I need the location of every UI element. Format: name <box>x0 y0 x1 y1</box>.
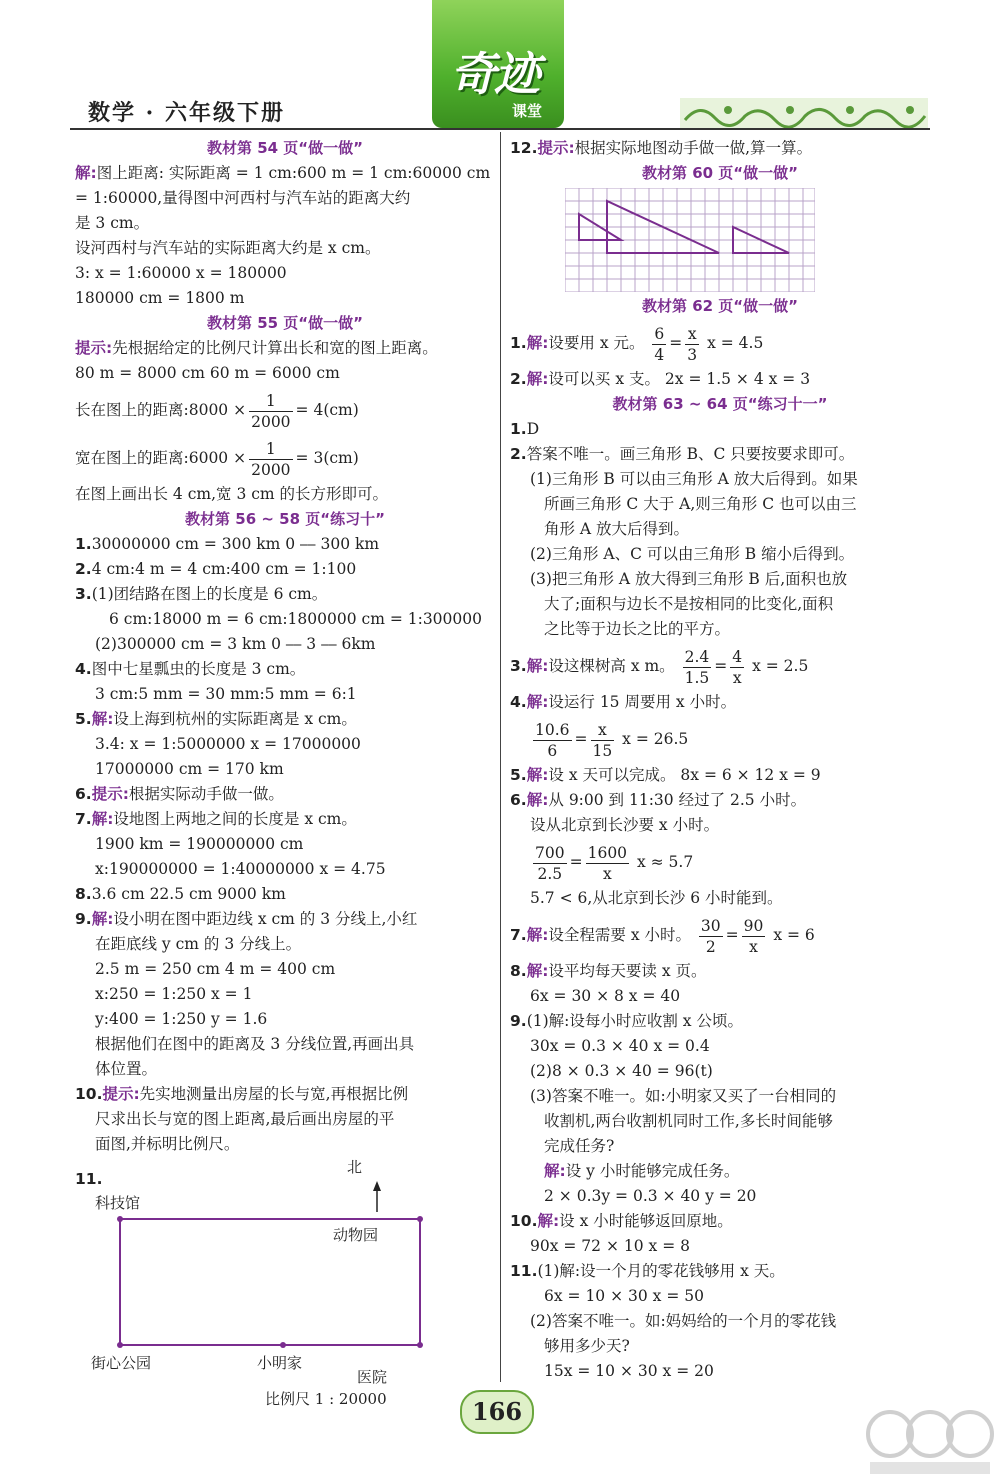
item-number: 10. <box>75 1085 103 1103</box>
fraction-right-denominator: 15 <box>592 741 613 760</box>
item-number: 4. <box>75 660 92 678</box>
equation-line <box>75 386 495 434</box>
equation-result: x ≈ 5.7 <box>632 853 694 871</box>
text-line <box>510 1184 930 1209</box>
equation-line <box>510 319 930 367</box>
text-line <box>75 807 495 832</box>
text-line <box>75 982 495 1007</box>
keyword-label: 提示: <box>537 139 575 157</box>
line-text: 5.7 < 6,从北京到长沙 6 小时能到。 <box>530 889 783 907</box>
item-number: 7. <box>75 810 92 828</box>
fraction-right <box>730 647 744 688</box>
item-number: 3. <box>510 657 527 675</box>
map-science-museum-label: 科技馆 <box>95 1194 141 1212</box>
item-number: 10. <box>510 1212 538 1230</box>
line-text: 之比等于边长之比的平方。 <box>544 620 731 638</box>
text-line <box>510 1259 930 1284</box>
map-north-label: 北 <box>347 1158 363 1176</box>
line-text: 图中七星瓢虫的长度是 3 cm。 <box>91 660 306 678</box>
section-heading: 教材第 56 ~ 58 页“练习十” <box>185 510 385 528</box>
line-text: 在图上画出长 4 cm,宽 3 cm 的长方形即可。 <box>75 485 389 503</box>
fraction <box>249 439 292 480</box>
line-text: (2)300000 cm = 3 km 0 ⎯⎯ 3 ⎯⎯ 6km <box>95 635 376 653</box>
text-line <box>75 1082 495 1107</box>
equation-result: = 4(cm) <box>295 401 359 419</box>
line-text: (3)把三角形 A 放大得到三角形 B 后,面积也放 <box>530 570 848 588</box>
text-line <box>75 1007 495 1032</box>
line-text: 设可以买 x 支。 2x = 1.5 × 4 x = 3 <box>548 370 811 388</box>
line-text: 3 cm:5 mm = 30 mm:5 mm = 6:1 <box>95 685 357 703</box>
line-text: 设从北京到长沙要 x 小时。 <box>530 816 720 834</box>
keyword-label: 解: <box>526 334 549 352</box>
text-line <box>75 161 495 186</box>
text-line <box>75 582 495 607</box>
text-line <box>75 1057 495 1082</box>
equals-sign: = <box>714 657 728 675</box>
fraction-numerator: 1 <box>249 391 292 412</box>
line-text: 6 cm:18000 m = 6 cm:1800000 cm = 1:300000 <box>109 610 482 628</box>
text-line <box>75 657 495 682</box>
equals-sign: = <box>725 926 739 944</box>
fraction-denominator: 6 <box>547 741 558 760</box>
right-column <box>510 136 930 1384</box>
text-line <box>510 788 930 813</box>
fraction-right-numerator: 90 <box>743 916 764 935</box>
keyword-label: 解: <box>91 810 114 828</box>
line-text: 设上海到杭州的实际距离是 x cm。 <box>113 710 357 728</box>
equals-sign: = <box>669 334 683 352</box>
keyword-label: 解: <box>526 693 549 711</box>
triangle-grid-figure <box>510 186 930 294</box>
item-number: 12. <box>510 139 538 157</box>
line-text: 设 y 小时能够完成任务。 <box>565 1162 740 1180</box>
line-text: 设河西村与汽车站的实际距离大约是 x cm。 <box>75 239 381 257</box>
line-text: 体位置。 <box>95 1060 158 1078</box>
keyword-label: 解: <box>526 962 549 980</box>
keyword-label: 解: <box>75 164 97 182</box>
text-line <box>75 957 495 982</box>
line-text: 答案不唯一。画三角形 B、C 只要按要求即可。 <box>526 445 855 463</box>
item-number: 1. <box>510 420 527 438</box>
item-number: 9. <box>510 1012 527 1030</box>
equation-result: x = 2.5 <box>747 657 809 675</box>
text-line <box>75 336 495 361</box>
line-text: 根据实际动手做一做。 <box>128 785 284 803</box>
item-number: 1. <box>510 334 527 352</box>
equation-line <box>510 642 930 690</box>
line-text: 3: x = 1:60000 x = 180000 <box>75 264 287 282</box>
map-park-label: 街心公园 <box>91 1354 152 1372</box>
text-line <box>510 1284 930 1309</box>
line-text: 完成任务? <box>544 1137 615 1155</box>
text-line <box>510 1234 930 1259</box>
text-line <box>75 857 495 882</box>
fraction <box>652 324 666 365</box>
text-line <box>75 557 495 582</box>
fraction <box>699 916 723 957</box>
line-text: 6x = 10 × 30 x = 50 <box>544 1287 704 1305</box>
left-column <box>75 136 495 1407</box>
line-text: 从 9:00 到 11:30 经过了 2.5 小时。 <box>548 791 807 809</box>
fraction-denominator: 4 <box>654 345 665 364</box>
fraction-right-denominator: 3 <box>687 345 698 364</box>
line-text: 6x = 30 × 8 x = 40 <box>530 987 681 1005</box>
line-text: 80 m = 8000 cm 60 m = 6000 cm <box>75 364 340 382</box>
text-line <box>75 532 495 557</box>
line-text: 是 3 cm。 <box>75 214 150 232</box>
decorative-band <box>680 98 928 128</box>
text-line <box>510 1134 930 1159</box>
text-line <box>510 763 930 788</box>
map-scale-label: 比例尺 1 : 20000 <box>265 1390 387 1408</box>
fraction-right <box>742 916 766 957</box>
line-text: 角形 A 放大后得到。 <box>544 520 690 538</box>
line-text: (1)解:设每小时应收割 x 公顷。 <box>526 1012 743 1030</box>
text-line <box>75 482 495 507</box>
text-line <box>510 542 930 567</box>
keyword-label: 解: <box>526 657 549 675</box>
text-line <box>510 367 930 392</box>
line-text: 2.5 m = 250 cm 4 m = 400 cm <box>95 960 336 978</box>
text-line <box>510 136 930 161</box>
line-text: 1900 km = 190000000 cm <box>95 835 304 853</box>
text-line <box>75 832 495 857</box>
fraction-numerator: 1 <box>249 439 292 460</box>
text-line <box>75 1107 495 1132</box>
keyword-label: 解: <box>526 766 549 784</box>
line-text: 图上距离: 实际距离 = 1 cm:600 m = 1 cm:60000 cm <box>96 164 491 182</box>
logo-text: 奇迹 <box>450 47 538 101</box>
line-text: 收割机,两台收割机同时工作,多长时间能够 <box>544 1112 833 1130</box>
text-line <box>75 1032 495 1057</box>
map-home-label: 小明家 <box>257 1354 303 1372</box>
item-number: 7. <box>510 926 527 944</box>
line-text: 17000000 cm = 170 km <box>95 760 284 778</box>
keyword-label: 解: <box>544 1162 566 1180</box>
text-line <box>510 1159 930 1184</box>
equation-prefix: 宽在图上的距离:6000 × <box>75 449 247 467</box>
fraction-denominator: 2000 <box>251 460 291 479</box>
line-text: 大了;面积与边长不是按相同的比变化,面积 <box>544 595 834 613</box>
fraction-right-numerator: 1600 <box>587 843 628 862</box>
text-line <box>75 211 495 236</box>
text-line <box>510 1034 930 1059</box>
equals-sign: = <box>569 853 583 871</box>
column-divider <box>500 132 501 1382</box>
text-line <box>75 907 495 932</box>
fraction-right <box>685 324 699 365</box>
equation-result: = 3(cm) <box>295 449 359 467</box>
map-hospital-label: 医院 <box>357 1368 388 1386</box>
equation-result: x = 6 <box>768 926 815 944</box>
line-text: 根据他们在图中的距离及 3 分线位置,再画出具 <box>95 1035 415 1053</box>
item-number: 5. <box>510 766 527 784</box>
fraction-numerator: 10.6 <box>535 720 570 739</box>
line-text: 180000 cm = 1800 m <box>75 289 245 307</box>
text-line <box>510 1084 930 1109</box>
text-line <box>510 886 930 911</box>
equation-line <box>510 838 930 886</box>
keyword-label: 解: <box>526 926 549 944</box>
fraction-right-numerator: x <box>685 324 699 345</box>
text-line <box>75 757 495 782</box>
keyword-label: 解: <box>91 910 114 928</box>
line-text: 30000000 cm = 300 km 0 ⎯⎯ 300 km <box>91 535 380 553</box>
map-zoo-label: 动物园 <box>333 1226 379 1244</box>
line-text: 2 × 0.3y = 0.3 × 40 y = 20 <box>544 1187 757 1205</box>
text-line <box>75 932 495 957</box>
header-rule <box>70 128 930 130</box>
fraction <box>249 391 292 432</box>
keyword-label: 提示: <box>91 785 129 803</box>
line-text: 3.6 cm 22.5 cm 9000 km <box>91 885 286 903</box>
line-text: (1)解:设一个月的零花钱够用 x 天。 <box>537 1262 785 1280</box>
equation-prefix: 设要用 x 元。 <box>548 334 650 352</box>
line-text: 先根据给定的比例尺计算出长和宽的图上距离。 <box>112 339 438 357</box>
text-line <box>510 1359 930 1384</box>
line-text: 够用多少天? <box>544 1337 630 1355</box>
line-text: 所画三角形 C 大于 A,则三角形 C 也可以由三 <box>544 495 857 513</box>
fraction-denominator: 1.5 <box>684 668 710 687</box>
text-line <box>75 286 495 311</box>
keyword-label: 解: <box>526 370 549 388</box>
equation-prefix: 设这棵树高 x m。 <box>548 657 680 675</box>
grid-svg <box>565 188 815 292</box>
line-text: = 1:60000,量得图中河西村与汽车站的距离大约 <box>75 189 411 207</box>
fraction-right-denominator: x <box>749 937 758 956</box>
text-line <box>510 517 930 542</box>
subject-title: 数学 · 六年级下册 <box>88 100 285 126</box>
item-number: 8. <box>510 962 527 980</box>
item-number: 9. <box>75 910 92 928</box>
fraction-right-denominator: x <box>602 864 612 883</box>
text-line <box>75 782 495 807</box>
line-text: 设运行 15 周要用 x 小时。 <box>548 693 737 711</box>
map-figure <box>75 1157 495 1407</box>
fraction-denominator: 2 <box>705 937 716 956</box>
line-text: 在距底线 y cm 的 3 分线上。 <box>95 935 302 953</box>
item-number: 11. <box>510 1262 538 1280</box>
text-line <box>510 567 930 592</box>
item-number: 6. <box>75 785 92 803</box>
fraction-numerator: 30 <box>700 916 721 935</box>
fraction-right-numerator: x <box>591 720 615 741</box>
text-line <box>75 682 495 707</box>
fraction-denominator: 2.5 <box>537 864 563 883</box>
line-text: x:190000000 = 1:40000000 x = 4.75 <box>95 860 386 878</box>
line-text: 设 x 天可以完成。 8x = 6 × 12 x = 9 <box>548 766 821 784</box>
text-line <box>510 1209 930 1234</box>
line-text: (2)8 × 0.3 × 40 = 96(t) <box>530 1062 713 1080</box>
logo-subtext: 课堂 <box>512 102 543 120</box>
fraction-denominator: 2000 <box>251 412 291 431</box>
equation-line <box>75 434 495 482</box>
keyword-label: 解: <box>91 710 114 728</box>
text-line <box>510 592 930 617</box>
line-text: 设地图上两地之间的长度是 x cm。 <box>113 810 357 828</box>
text-line <box>75 607 495 632</box>
section-heading: 教材第 60 页“做一做” <box>641 164 799 182</box>
line-text: 尺求出长与宽的图上距离,最后画出房屋的平 <box>95 1110 395 1128</box>
item-number: 2. <box>75 560 92 578</box>
text-line <box>75 732 495 757</box>
fraction-numerator: 6 <box>654 324 665 343</box>
watermark-logo <box>860 1400 1000 1478</box>
text-line <box>75 236 495 261</box>
line-text: 30x = 0.3 × 40 x = 0.4 <box>530 1037 710 1055</box>
text-line <box>510 690 930 715</box>
text-line <box>510 1059 930 1084</box>
equation-result: x = 26.5 <box>617 730 689 748</box>
fraction-right <box>591 720 615 761</box>
item-number: 4. <box>510 693 527 711</box>
fraction <box>533 720 572 761</box>
page-number: 166 <box>460 1390 534 1434</box>
line-text: 设小明在图中距边线 x cm 的 3 分线上,小红 <box>113 910 418 928</box>
item-number: 3. <box>75 585 92 603</box>
item-number: 1. <box>75 535 92 553</box>
line-text: y:400 = 1:250 y = 1.6 <box>95 1010 268 1028</box>
text-line <box>75 361 495 386</box>
line-text: (1)三角形 B 可以由三角形 A 放大后得到。如果 <box>530 470 858 488</box>
text-line <box>510 813 930 838</box>
line-text: 先实地测量出房屋的长与宽,再根据比例 <box>139 1085 409 1103</box>
text-line <box>510 417 930 442</box>
line-text: 设平均每天要读 x 页。 <box>548 962 707 980</box>
line-text: 4 cm:4 m = 4 cm:400 cm = 1:100 <box>91 560 357 578</box>
text-line <box>510 959 930 984</box>
line-text: 面图,并标明比例尺。 <box>95 1135 240 1153</box>
page-header <box>0 0 1000 132</box>
keyword-label: 解: <box>537 1212 560 1230</box>
line-text: 90x = 72 × 10 x = 8 <box>530 1237 690 1255</box>
text-line <box>510 984 930 1009</box>
item-number: 6. <box>510 791 527 809</box>
equation-line <box>510 911 930 959</box>
text-line <box>75 882 495 907</box>
line-text: 3.4: x = 1:5000000 x = 17000000 <box>95 735 361 753</box>
text-line <box>510 1109 930 1134</box>
text-line <box>510 1334 930 1359</box>
line-text: 根据实际地图动手做一做,算一算。 <box>574 139 813 157</box>
brand-logo <box>432 0 564 128</box>
line-text: (1)团结路在图上的长度是 6 cm。 <box>91 585 328 603</box>
item-number: 11. <box>75 1170 103 1188</box>
item-number: 8. <box>75 885 92 903</box>
section-heading: 教材第 62 页“做一做” <box>641 297 799 315</box>
text-line <box>510 1009 930 1034</box>
section-heading: 教材第 55 页“做一做” <box>206 314 364 332</box>
text-line <box>510 442 930 467</box>
text-line <box>510 492 930 517</box>
section-heading: 教材第 54 页“做一做” <box>206 139 364 157</box>
keyword-label: 提示: <box>75 339 113 357</box>
text-line <box>75 632 495 657</box>
line-text: (2)答案不唯一。如:妈妈给的一个月的零花钱 <box>530 1312 837 1330</box>
fraction-numerator: 2.4 <box>684 647 710 666</box>
section-heading: 教材第 63 ~ 64 页“练习十一” <box>612 395 828 413</box>
text-line <box>510 617 930 642</box>
text-line <box>75 707 495 732</box>
fraction-right-numerator: 4 <box>732 647 743 666</box>
fraction-right <box>586 843 629 884</box>
line-text: 15x = 10 × 30 x = 20 <box>544 1362 714 1380</box>
equals-sign: = <box>574 730 588 748</box>
line-text: x:250 = 1:250 x = 1 <box>95 985 253 1003</box>
item-number: 2. <box>510 445 527 463</box>
equation-prefix: 长在图上的距离:8000 × <box>75 401 247 419</box>
equation-prefix: 设全程需要 x 小时。 <box>548 926 696 944</box>
line-text: (2)三角形 A、C 可以由三角形 B 缩小后得到。 <box>530 545 855 563</box>
equation-line <box>510 715 930 763</box>
fraction <box>683 647 712 688</box>
equation-result: x = 4.5 <box>702 334 764 352</box>
keyword-label: 提示: <box>102 1085 140 1103</box>
line-text: D <box>526 420 540 438</box>
fraction-numerator: 700 <box>535 843 565 862</box>
text-line <box>510 1309 930 1334</box>
fraction-right-denominator: x <box>732 668 742 687</box>
text-line <box>75 186 495 211</box>
item-number: 2. <box>510 370 527 388</box>
text-line <box>75 261 495 286</box>
fraction <box>533 843 567 884</box>
keyword-label: 解: <box>526 791 549 809</box>
line-text: 设 x 小时能够返回原地。 <box>559 1212 733 1230</box>
text-line <box>75 1132 495 1157</box>
line-text: (3)答案不唯一。如:小明家又买了一台相同的 <box>530 1087 837 1105</box>
text-line <box>510 467 930 492</box>
item-number: 5. <box>75 710 92 728</box>
